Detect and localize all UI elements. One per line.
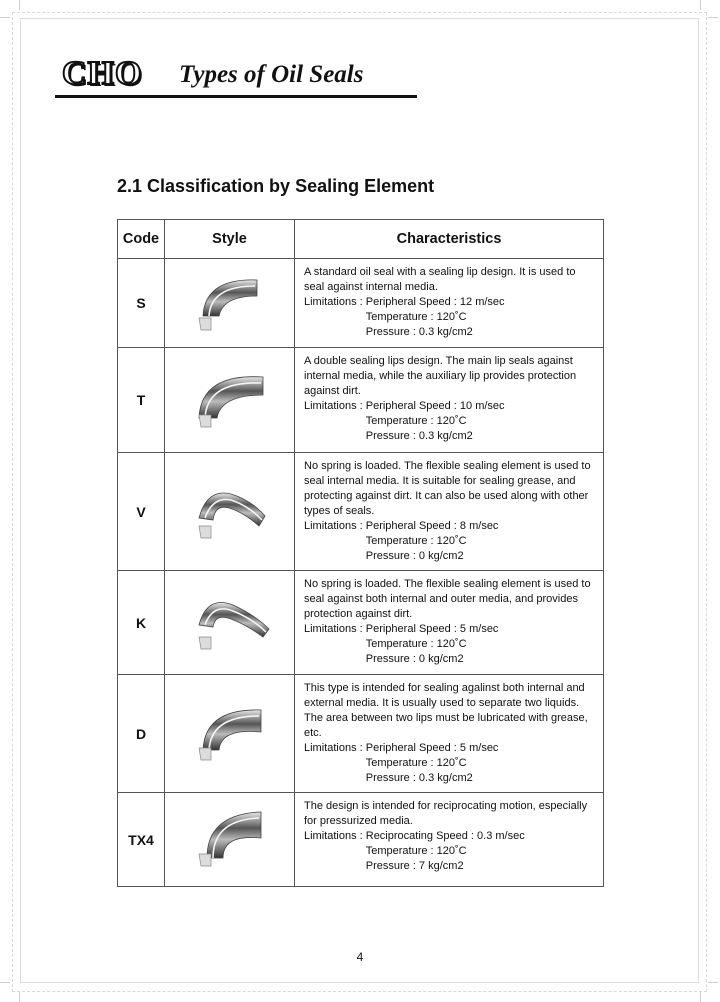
oil-seal-v-icon	[185, 474, 275, 544]
limitation-temperature: Temperature : 120˚C	[365, 638, 467, 650]
page-header	[55, 55, 417, 97]
seal-style-cell	[165, 348, 295, 453]
limitation-speed: Peripheral Speed : 12 m/sec	[365, 296, 505, 308]
limitations-label: Limitations :	[304, 830, 366, 842]
limitation-temperature: Temperature : 120˚C	[365, 311, 467, 323]
limitation-speed: Peripheral Speed : 5 m/sec	[365, 623, 499, 635]
crop-mark	[708, 982, 718, 983]
table-row	[118, 259, 604, 348]
seal-style-cell	[165, 793, 295, 887]
seal-characteristics	[295, 259, 604, 348]
crop-mark	[700, 992, 701, 1002]
table-row	[118, 571, 604, 675]
seal-body	[203, 279, 257, 315]
seal-description: No spring is loaded. The flexible sealing element is used to seal against both internal and outer media, and provides protection against dirt.	[304, 578, 591, 620]
limitation-pressure: Pressure : 0 kg/cm2	[365, 550, 464, 562]
crop-mark	[0, 982, 10, 983]
classification-table	[117, 219, 604, 887]
seal-code: V	[118, 453, 165, 571]
seal-characteristics	[295, 453, 604, 571]
seal-description: A standard oil seal with a sealing lip design. It is used to seal against internal media.	[304, 266, 576, 293]
seal-description: This type is intended for sealing agalinst both internal and external media. It is usually used to separate two liquids. The area between two lips must be lubricated with grease, etc.	[304, 682, 588, 739]
seal-case	[199, 526, 211, 538]
limitations-label: Limitations :	[304, 742, 366, 754]
table-row	[118, 348, 604, 453]
logo-text: CHO	[62, 55, 143, 92]
limitation-pressure: Pressure : 7 kg/cm2	[365, 860, 464, 872]
seal-limitations	[304, 399, 595, 444]
seal-body	[199, 603, 269, 638]
seal-case	[199, 748, 211, 760]
limitation-temperature: Temperature : 120˚C	[365, 845, 467, 857]
seal-limitations	[304, 622, 595, 667]
document-title: Types of Oil Seals	[179, 61, 364, 88]
column-header-characteristics: Characteristics	[295, 220, 604, 259]
seal-limitations	[304, 519, 595, 564]
oil-seal-t-icon	[185, 363, 275, 433]
seal-case	[199, 637, 211, 649]
crop-mark	[0, 17, 10, 18]
page-number: 4	[356, 950, 364, 964]
cho-logo	[62, 57, 142, 91]
crop-mark	[708, 17, 718, 18]
seal-style-cell	[165, 259, 295, 348]
seal-code: S	[118, 259, 165, 348]
seal-limitations	[304, 295, 595, 340]
seal-description: No spring is loaded. The flexible sealing element is used to seal internal media. It is suitable for sealing grease, and protecting against dirt. It can also be used along with other types of seals.	[304, 460, 591, 517]
seal-description: The design is intended for reciprocating motion, especially for pressurized media.	[304, 800, 588, 827]
seal-case	[199, 415, 211, 427]
oil-seal-k-icon	[185, 585, 275, 655]
section-title: 2.1 Classification by Sealing Element	[117, 176, 435, 196]
limitation-speed: Peripheral Speed : 8 m/sec	[365, 520, 499, 532]
header-divider	[55, 95, 417, 98]
seal-characteristics	[295, 793, 604, 887]
oil-seal-tx4-icon	[185, 802, 275, 872]
limitations-label: Limitations :	[304, 623, 366, 635]
seal-characteristics	[295, 675, 604, 793]
limitations-label: Limitations :	[304, 400, 366, 412]
limitation-temperature: Temperature : 120˚C	[365, 415, 467, 427]
limitation-pressure: Pressure : 0.3 kg/cm2	[365, 326, 473, 338]
crop-mark	[700, 0, 701, 10]
column-header-style: Style	[165, 220, 295, 259]
seal-characteristics	[295, 571, 604, 675]
limitation-temperature: Temperature : 120˚C	[365, 757, 467, 769]
limitations-label: Limitations :	[304, 520, 366, 532]
seal-style-cell	[165, 571, 295, 675]
column-header-code: Code	[118, 220, 165, 259]
seal-code: T	[118, 348, 165, 453]
limitation-pressure: Pressure : 0 kg/cm2	[365, 653, 464, 665]
seal-limitations	[304, 829, 595, 874]
limitation-speed: Peripheral Speed : 5 m/sec	[365, 742, 499, 754]
seal-case	[199, 318, 211, 330]
limitation-speed: Reciprocating Speed : 0.3 m/sec	[365, 830, 525, 842]
seal-style-cell	[165, 453, 295, 571]
seal-code: TX4	[118, 793, 165, 887]
limitation-temperature: Temperature : 120˚C	[365, 535, 467, 547]
table-header-row	[118, 220, 604, 259]
table-row	[118, 453, 604, 571]
seal-code: K	[118, 571, 165, 675]
crop-mark	[19, 992, 20, 1002]
table-row	[118, 793, 604, 887]
seal-characteristics	[295, 348, 604, 453]
seal-description: A double sealing lips design. The main lip seals against internal media, while the auxiliary lip provides protection against dirt.	[304, 355, 577, 397]
limitation-pressure: Pressure : 0.3 kg/cm2	[365, 430, 473, 442]
seal-case	[199, 854, 211, 866]
table-row	[118, 675, 604, 793]
oil-seal-d-icon	[185, 696, 275, 766]
seal-limitations	[304, 741, 595, 786]
seal-style-cell	[165, 675, 295, 793]
crop-mark	[19, 0, 20, 10]
seal-code: D	[118, 675, 165, 793]
limitation-speed: Peripheral Speed : 10 m/sec	[365, 400, 505, 412]
limitations-label: Limitations :	[304, 296, 366, 308]
limitation-pressure: Pressure : 0.3 kg/cm2	[365, 772, 473, 784]
oil-seal-s-icon	[185, 266, 275, 336]
